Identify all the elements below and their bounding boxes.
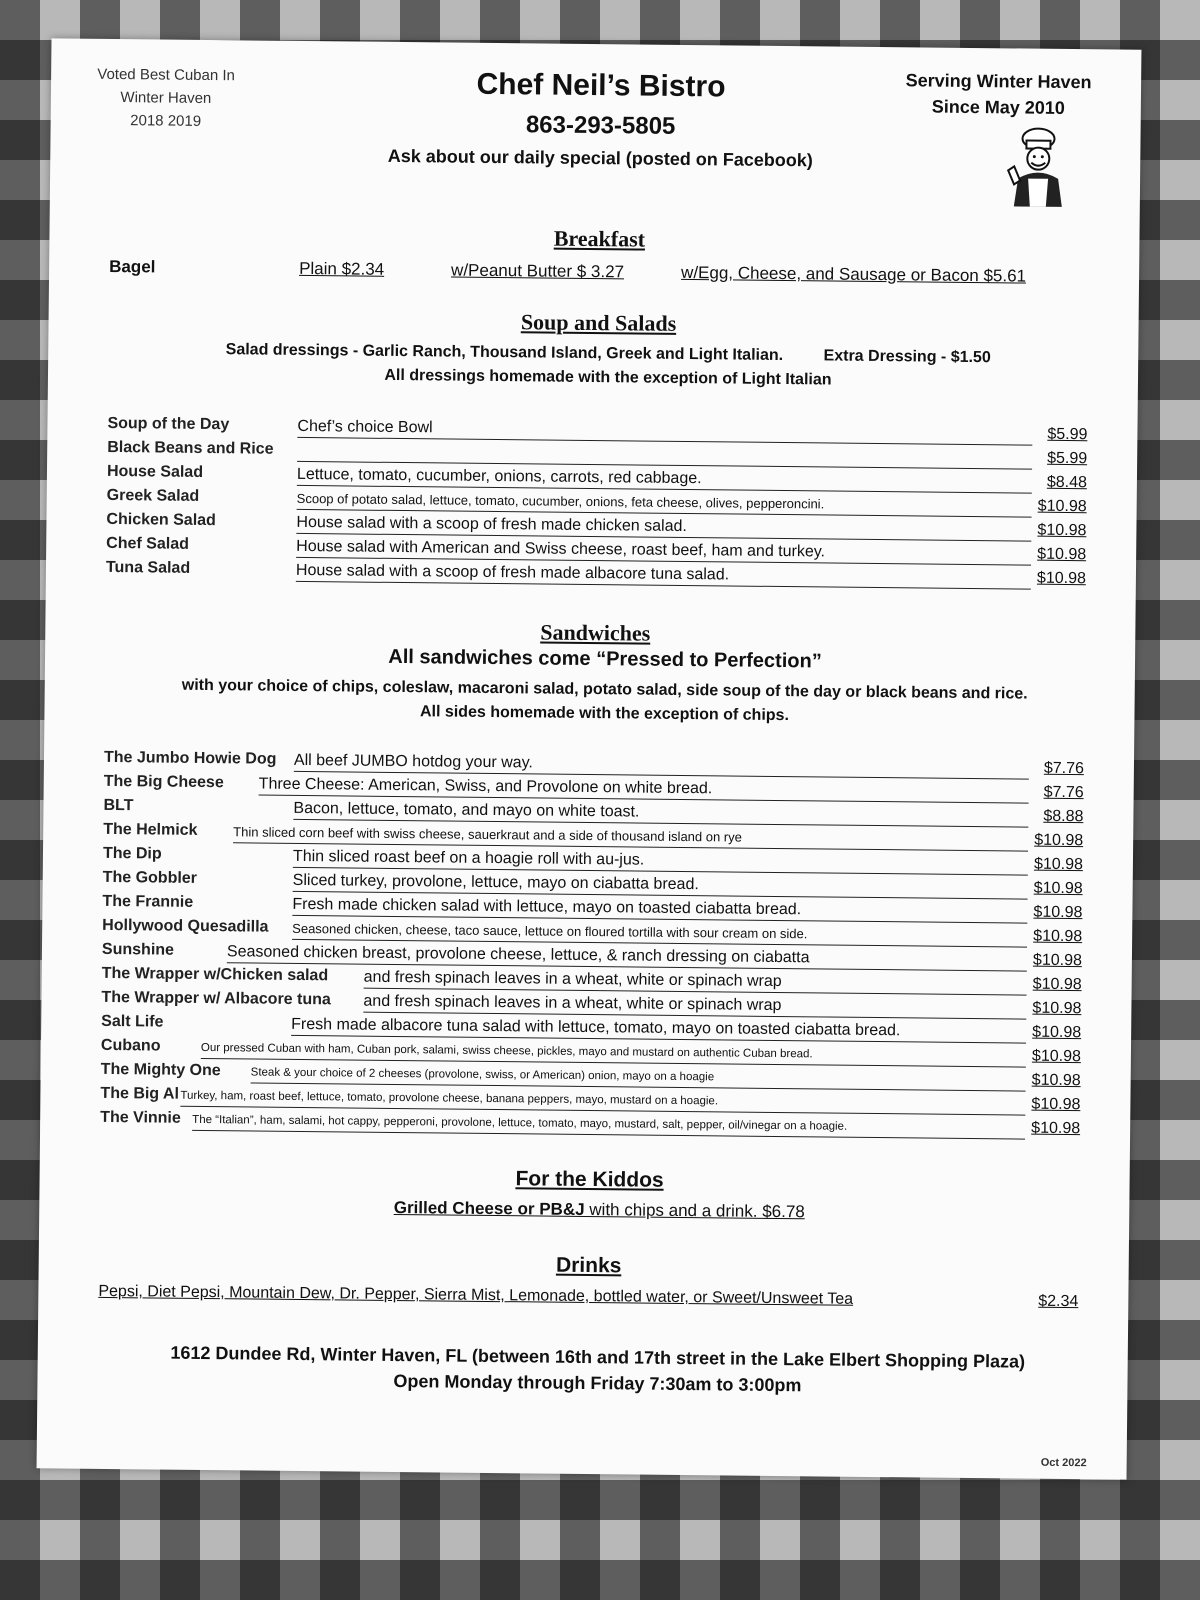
bagel-row <box>109 257 1109 293</box>
sandwich-item-name: Salt Life <box>101 1012 164 1031</box>
sandwich-item-description: Sliced turkey, provolone, lettuce, mayo on ciabatta bread. <box>293 871 1028 900</box>
sandwich-item-name: Sunshine <box>101 940 175 959</box>
sandwich-item-price: $8.88 <box>1043 807 1084 826</box>
kiddos-item: Grilled Cheese or PB&J <box>393 1197 585 1219</box>
sides-choice: with your choice of chips, coleslaw, macaroni salad, potato salad, side soup of the day or black beans and rice. <box>181 676 1028 703</box>
sandwich-item-description: Seasoned chicken, cheese, taco sauce, lettuce on floured tortilla with sour cream on side. <box>292 919 1027 948</box>
salad-item-price: $5.99 <box>1047 425 1088 444</box>
sandwich-item-name: The Big Cheese <box>103 772 224 792</box>
serving-line-1: Serving Winter Haven <box>905 70 1092 93</box>
sandwich-item-price: $7.76 <box>1043 759 1085 778</box>
salad-item-name: Black Beans and Rice <box>107 438 274 458</box>
sandwich-item-name: The Helmick <box>103 820 198 839</box>
restaurant-header <box>350 63 851 172</box>
sandwich-item-description: and fresh spinach leaves in a wheat, white or spinach wrap <box>363 992 1026 1020</box>
drinks-title: Drinks <box>555 1253 622 1278</box>
sandwich-item-price: $10.98 <box>1033 903 1083 922</box>
sandwich-item-price: $10.98 <box>1032 975 1082 994</box>
salad-item-description: Scoop of potato salad, lettuce, tomato, cucumber, onions, feta cheese, olives, pepperoncini. <box>297 489 1032 518</box>
sandwich-item-name: The Big Al <box>100 1084 180 1103</box>
sandwich-item-price: $10.98 <box>1031 1047 1081 1066</box>
salad-item-name: House Salad <box>106 462 204 481</box>
sandwich-item-price: $10.98 <box>1033 927 1083 946</box>
extra-dressing: Extra Dressing - $1.50 <box>823 347 991 367</box>
sandwich-item-description: Fresh made chicken salad with lettuce, mayo on toasted ciabatta bread. <box>292 895 1027 924</box>
soup-salads-title: Soup and Salads <box>520 309 677 336</box>
sandwich-item-name: The Wrapper w/Chicken salad <box>101 964 329 985</box>
restaurant-name: Chef Neil’s Bistro <box>476 67 726 104</box>
serving-note <box>891 67 1107 121</box>
sandwich-item-price: $7.76 <box>1043 783 1084 802</box>
phone-number: 863-293-5805 <box>525 111 676 140</box>
bagel-label: Bagel <box>109 256 156 277</box>
hours: Open Monday through Friday 7:30am to 3:00pm <box>393 1370 802 1396</box>
kiddos-detail: with chips and a drink. $6.78 <box>584 1199 805 1222</box>
sandwich-item-name: The Frannie <box>102 892 194 911</box>
kiddos-title: For the Kiddos <box>515 1167 664 1192</box>
salad-item-description: Chef’s choice Bowl <box>297 417 1032 446</box>
sandwich-item-name: The Mighty One <box>100 1060 221 1080</box>
sandwich-item-price: $10.98 <box>1031 1071 1081 1090</box>
bagel-peanut-butter: w/Peanut Butter $ 3.27 <box>451 260 625 282</box>
bagel-egg-cheese: w/Egg, Cheese, and Sausage or Bacon $5.61 <box>681 262 1027 286</box>
salad-item-name: Chicken Salad <box>106 510 216 530</box>
drinks-list: Pepsi, Diet Pepsi, Mountain Dew, Dr. Pepper, Sierra Mist, Lemonade, bottled water, or Sweet/Unsweet Tea <box>98 1282 854 1308</box>
sandwich-item-name: The Wrapper w/ Albacore tuna <box>101 988 331 1009</box>
drinks-price: $2.34 <box>1038 1292 1079 1311</box>
menu-sheet <box>37 38 1142 1479</box>
sandwich-item-price: $10.98 <box>1033 879 1083 898</box>
serving-line-2: Since May 2010 <box>931 96 1065 118</box>
sandwich-item-name: The Dip <box>102 844 162 863</box>
sandwich-item-name: The Vinnie <box>100 1108 181 1127</box>
salad-item-price: $10.98 <box>1036 569 1087 588</box>
sandwich-item-description: Seasoned chicken breast, provolone cheese, lettuce, & ranch dressing on ciabatta <box>227 942 1027 971</box>
chef-icon <box>1000 126 1071 209</box>
salad-item-name: Tuna Salad <box>105 558 191 577</box>
salad-item-description: Lettuce, tomato, cucumber, onions, carrots, red cabbage. <box>297 465 1032 494</box>
salad-item-price: $10.98 <box>1037 545 1087 564</box>
sandwich-item-name: Hollywood Quesadilla <box>102 916 269 936</box>
sandwich-item-description: The “Italian”, ham, salami, hot cappy, pepperoni, provolone, lettuce, tomato, mayo, mustard, salt, pepper, oil/vinegar on a hoagie. <box>192 1110 1025 1140</box>
sandwiches-title: Sandwiches <box>540 619 651 646</box>
salad-item-price: $10.98 <box>1037 497 1087 516</box>
dressings-homemade: All dressings homemade with the exception of Light Italian <box>384 366 832 389</box>
sandwich-item-description: Thin sliced roast beef on a hoagie roll with au-jus. <box>293 847 1028 876</box>
sandwich-item-name: BLT <box>103 796 134 815</box>
salad-item-name: Chef Salad <box>106 534 190 553</box>
salad-item-name: Greek Salad <box>106 486 200 505</box>
award-line-2: Winter Haven <box>120 89 212 108</box>
pressed-line: All sandwiches come “Pressed to Perfection” <box>388 645 822 673</box>
salad-item-description: House salad with a scoop of fresh made chicken salad. <box>296 513 1031 542</box>
award-note <box>81 63 252 134</box>
sandwich-item-description: All beef JUMBO hotdog your way. <box>294 751 1029 780</box>
dressings-list: Salad dressings - Garlic Ranch, Thousand Island, Greek and Light Italian. <box>225 341 784 365</box>
breakfast-title: Breakfast <box>553 225 646 252</box>
award-line-3: 2018 2019 <box>130 112 202 130</box>
salad-item-price: $5.99 <box>1047 449 1088 468</box>
sandwich-item-price: $10.98 <box>1034 831 1084 850</box>
sandwich-item-description: Turkey, ham, roast beef, lettuce, tomato, provolone cheese, banana peppers, mayo, mustard on a hoagie. <box>180 1086 1025 1116</box>
sandwich-item-description: and fresh spinach leaves in a wheat, white or spinach wrap <box>364 968 1027 996</box>
sandwich-item-name: Cubano <box>100 1036 161 1055</box>
menu-date: Oct 2022 <box>1040 1456 1087 1470</box>
award-line-1: Voted Best Cuban In <box>97 65 236 85</box>
sandwich-item-price: $10.98 <box>1033 855 1084 874</box>
sandwich-item-description: Thin sliced corn beef with swiss cheese, sauerkraut and a side of thousand island on rye <box>233 822 1028 851</box>
sandwich-item-description: Fresh made albacore tuna salad with lettuce, tomato, mayo on toasted ciabatta bread. <box>291 1015 1026 1044</box>
kiddos-line <box>99 1195 1099 1225</box>
sandwich-item-description: Bacon, lettuce, tomato, and mayo on white toast. <box>293 799 1028 828</box>
drinks-row <box>98 1283 1098 1317</box>
sandwich-item-description: Our pressed Cuban with ham, Cuban pork, salami, swiss cheese, pickles, mayo and mustard on authentic Cuban bread. <box>201 1038 1026 1068</box>
sandwich-item-name: The Jumbo Howie Dog <box>103 748 277 768</box>
sandwich-item-price: $10.98 <box>1032 1023 1082 1042</box>
salad-item-description: House salad with a scoop of fresh made albacore tuna salad. <box>296 561 1031 590</box>
sides-homemade: All sides homemade with the exception of chips. <box>419 703 790 725</box>
sandwich-item-price: $10.98 <box>1031 1119 1081 1138</box>
salad-item-description: House salad with American and Swiss cheese, roast beef, ham and turkey. <box>296 537 1031 566</box>
daily-special-note: Ask about our daily special (posted on Facebook) <box>387 145 813 171</box>
sandwich-item-price: $10.98 <box>1031 1095 1081 1114</box>
sandwich-item-description: Steak & your choice of 2 cheeses (provolone, swiss, or American) onion, mayo on a hoagie <box>251 1062 1026 1091</box>
sandwich-item-price: $10.98 <box>1032 999 1082 1018</box>
bagel-plain: Plain $2.34 <box>299 258 385 279</box>
address: 1612 Dundee Rd, Winter Haven, FL (between 16th and 17th street in the Lake Elbert Shopping Plaza) <box>170 1342 1026 1372</box>
sandwich-item-name: The Gobbler <box>102 868 198 887</box>
salad-item-price: $10.98 <box>1037 521 1087 540</box>
salad-item-name: Soup of the Day <box>107 414 230 434</box>
sandwich-item-description: Three Cheese: American, Swiss, and Provolone on white bread. <box>259 775 1029 804</box>
salad-item-price: $8.48 <box>1046 473 1088 492</box>
sandwich-item-price: $10.98 <box>1032 951 1083 970</box>
